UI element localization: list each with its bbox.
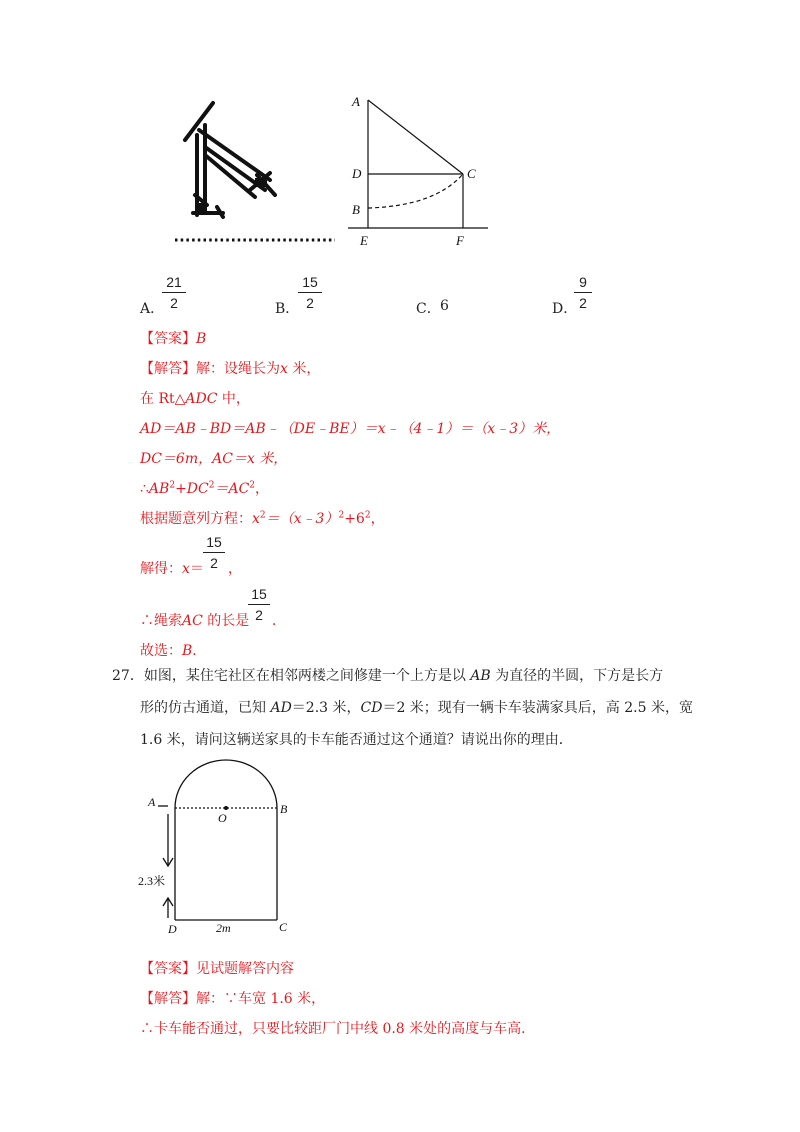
label-a: A [352,94,360,109]
label-b: B [280,802,288,816]
solution-text: 解：设绳长为 [196,361,280,377]
solution-1-line-5: $\therefore AB^2+DC^2=AC^2$， [140,480,270,497]
term-dc: +DC [175,481,209,497]
solution-text: 解：∵车宽 1.6 米， [196,991,326,1007]
height-label: 2.3米 [138,874,166,888]
solution-1-fraction-2 [248,586,270,623]
width-label: 2m [216,921,231,935]
solution-1-line-3: AD＝AB﹣BD＝AB﹣（DE﹣BE）＝x﹣（4﹣1）＝（x﹣3）米， [140,421,561,437]
option-a-num: 21 [166,274,182,290]
term-ab: AB [148,481,170,497]
var-x: x [280,361,288,377]
period: ． [272,613,286,629]
label-c: C [279,920,288,934]
text: ＝2 米；现有一辆卡车装满家具后，高 2.5 米，宽 [382,700,693,716]
text: +6 [344,511,365,527]
option-d-den: 2 [579,295,587,311]
option-b-fraction [298,274,322,311]
solution-1-line-2 [140,388,250,408]
label-d: D [352,166,362,181]
solution-1-line-9 [140,640,206,660]
exponent: 2 [169,480,176,491]
comma: ， [370,511,385,527]
denominator: 2 [255,607,263,623]
arch-passage-figure [138,758,298,936]
label-d: D [168,922,177,936]
solution-1-line-8 [140,610,249,630]
solution-1-line-4: DC＝6m，AC＝x 米， [140,451,288,467]
label-f: F [456,233,464,248]
question-number: 27． [112,668,144,684]
solution-1-line-7 [140,558,204,578]
text: 根据题意列方程： [140,511,252,527]
term-cd: CD [360,700,383,716]
text: 形的仿古通道，已知 [140,700,271,716]
answer-value: B [196,331,207,347]
solution-2-line-1 [140,988,325,1008]
term-ac: AC [182,613,203,629]
text: 为直径的半圆，下方是长方 [490,668,664,684]
text: ＝2.3 米， [291,700,361,716]
term-ac: ＝AC [214,481,250,497]
answer-2 [140,958,294,978]
var-x: x [182,561,190,577]
text: 故选： [140,643,182,659]
line-ac [368,100,463,174]
comma: ， [228,561,242,577]
exponent: 2 [249,480,256,491]
label-o: O [218,811,227,825]
text: ＝（x﹣3） [265,511,339,527]
text: 中， [217,391,250,407]
option-d-letter: D． [552,301,578,317]
question-27-line-2 [140,692,693,724]
rope-geometry-figure [340,88,500,253]
answer-value: 见试题解答内容 [196,961,294,977]
arc-bc [368,174,463,208]
unit-text: 米， [287,361,321,377]
solution-1-line-6 [140,508,385,528]
text: 解得： [140,561,182,577]
numerator: 15 [251,586,267,602]
exponent: 2 [259,510,266,521]
solution-2-line-2: ∴卡车能否通过，只要比较距厂门中线 0.8 米处的高度与车高． [140,1021,536,1037]
exponent: 2 [364,510,371,521]
option-b-den: 2 [306,295,314,311]
therefore-symbol: ∴ [140,481,149,497]
term-ab: AB [470,668,491,684]
answer-1 [140,328,206,348]
exponent: 2 [208,480,215,491]
solution-1-fraction-1 [203,534,225,571]
term-ad: AD [270,700,292,716]
option-d-fraction [574,274,592,311]
triangle-name: ADC [185,391,218,407]
ladder-sketch-figure [175,95,340,250]
denominator: 2 [210,555,218,571]
label-a: A [148,795,156,809]
option-a-letter: A． [140,301,165,317]
semicircle-arc [175,760,277,808]
center-point [224,806,228,810]
question-27-line-1 [112,660,663,692]
option-c-letter: C． [416,301,441,317]
answer-tag: 【答案】 [140,331,196,347]
option-a-den: 2 [170,295,178,311]
solution-1-line-1 [140,358,320,378]
var-x: x [252,511,260,527]
answer-letter: B [182,643,193,659]
text: 如图，某住宅社区在相邻两楼之间修建一个上方是以 [143,668,471,684]
option-d-num: 9 [579,274,587,290]
option-c-value: 6 [440,298,449,314]
option-a-fraction [162,274,186,311]
question-27-line-3: 1.6 米，请问这辆送家具的卡车能否通过这个通道？请说出你的理由． [140,732,573,748]
label-e: E [360,233,368,248]
period: ． [192,643,207,659]
exponent: 2 [338,510,345,521]
option-b-letter: B． [275,301,300,317]
numerator: 15 [206,534,222,550]
option-b-num: 15 [302,274,318,290]
solution-tag: 【解答】 [140,991,196,1007]
equals: ＝ [189,561,204,577]
text: ∴绳索 [140,613,182,629]
solution-tag: 【解答】 [140,361,196,377]
answer-tag: 【答案】 [140,961,196,977]
text: 在 Rt△ [140,391,186,407]
label-b: B [352,202,360,217]
text: 的长是 [202,613,250,629]
label-c: C [467,166,476,181]
